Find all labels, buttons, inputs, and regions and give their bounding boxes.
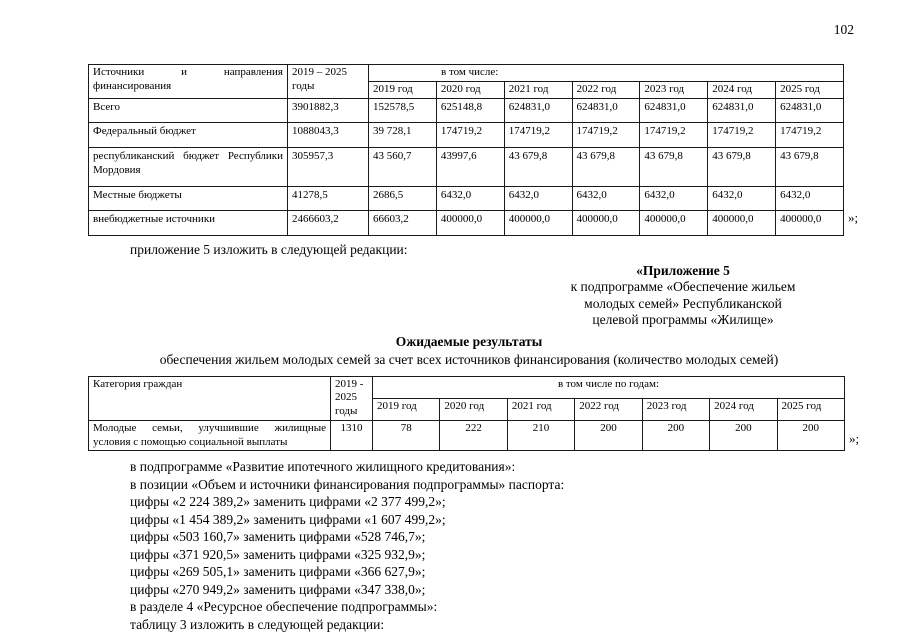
t1-group-header: в том числе: bbox=[369, 65, 844, 82]
results-table-wrapper bbox=[88, 376, 860, 452]
t2-col2-header: 2019 - 2025 годы bbox=[331, 376, 373, 420]
row-label: Федеральный бюджет bbox=[89, 123, 288, 148]
value-cell: 174719,2 bbox=[436, 123, 504, 148]
year-header: 2025 год bbox=[776, 81, 844, 98]
year-header: 2024 год bbox=[710, 398, 777, 420]
value-cell: 43 679,8 bbox=[708, 148, 776, 187]
paragraph-line: цифры «371 920,5» заменить цифрами «325 932,9»; bbox=[130, 546, 426, 562]
closing-quote-mark: »; bbox=[849, 431, 860, 447]
value-cell: 200 bbox=[710, 420, 777, 451]
value-cell: 2686,5 bbox=[369, 186, 437, 211]
table-row bbox=[89, 148, 844, 187]
value-cell: 174719,2 bbox=[776, 123, 844, 148]
year-header: 2023 год bbox=[642, 398, 709, 420]
value-cell: 78 bbox=[373, 420, 440, 451]
value-cell: 43 679,8 bbox=[776, 148, 844, 187]
table-row bbox=[89, 186, 844, 211]
row-total: 3901882,3 bbox=[288, 98, 369, 123]
value-cell: 6432,0 bbox=[504, 186, 572, 211]
t1-col1-header: Источники и направления финансирования bbox=[89, 65, 288, 99]
row-label: республиканский бюджет Республики Мордовия bbox=[89, 148, 288, 187]
value-cell: 624831,0 bbox=[776, 98, 844, 123]
value-cell: 200 bbox=[642, 420, 709, 451]
t1-col2-header: 2019 – 2025 годы bbox=[288, 65, 369, 99]
t2-col1-header: Категория граждан bbox=[89, 376, 331, 420]
value-cell: 6432,0 bbox=[572, 186, 640, 211]
value-cell: 400000,0 bbox=[640, 211, 708, 236]
financing-sources-table bbox=[88, 64, 844, 236]
year-header: 2021 год bbox=[504, 81, 572, 98]
expected-results-table bbox=[88, 376, 845, 452]
annex-heading-block bbox=[518, 263, 848, 329]
value-cell: 624831,0 bbox=[708, 98, 776, 123]
table-header-row bbox=[89, 376, 845, 398]
value-cell: 400000,0 bbox=[776, 211, 844, 236]
value-cell: 400000,0 bbox=[708, 211, 776, 236]
annex-line: к подпрограмме «Обеспечение жильем bbox=[570, 279, 796, 294]
value-cell: 200 bbox=[575, 420, 642, 451]
value-cell: 174719,2 bbox=[640, 123, 708, 148]
t2-group-header: в том числе по годам: bbox=[373, 376, 845, 398]
value-cell: 400000,0 bbox=[436, 211, 504, 236]
annex-title: «Приложение 5 bbox=[636, 262, 730, 278]
table-row bbox=[89, 420, 845, 451]
paragraph-line: цифры «270 949,2» заменить цифрами «347 338,0»; bbox=[130, 581, 426, 597]
paragraph-line: цифры «2 224 389,2» заменить цифрами «2 377 499,2»; bbox=[130, 494, 446, 510]
year-header: 2021 год bbox=[507, 398, 574, 420]
value-cell: 624831,0 bbox=[640, 98, 708, 123]
table-row bbox=[89, 98, 844, 123]
row-total: 1088043,3 bbox=[288, 123, 369, 148]
paragraph-line: цифры «503 160,7» заменить цифрами «528 746,7»; bbox=[130, 529, 426, 545]
year-header: 2019 год bbox=[373, 398, 440, 420]
value-cell: 6432,0 bbox=[708, 186, 776, 211]
table-row bbox=[89, 123, 844, 148]
year-header: 2022 год bbox=[575, 398, 642, 420]
row-label: внебюджетные источники bbox=[89, 211, 288, 236]
value-cell: 43997,6 bbox=[436, 148, 504, 187]
amendments-paragraphs bbox=[88, 458, 850, 633]
value-cell: 174719,2 bbox=[708, 123, 776, 148]
row-label: Молодые семьи, улучшившие жилищные условия с помощью социальной выплаты bbox=[89, 420, 331, 451]
value-cell: 210 bbox=[507, 420, 574, 451]
value-cell: 222 bbox=[440, 420, 507, 451]
value-cell: 625148,8 bbox=[436, 98, 504, 123]
value-cell: 624831,0 bbox=[572, 98, 640, 123]
value-cell: 43 679,8 bbox=[640, 148, 708, 187]
paragraph-line: в позиции «Объем и источники финансирования подпрограммы» паспорта: bbox=[130, 476, 565, 492]
row-total: 2466603,2 bbox=[288, 211, 369, 236]
value-cell: 66603,2 bbox=[369, 211, 437, 236]
value-cell: 174719,2 bbox=[572, 123, 640, 148]
value-cell: 6432,0 bbox=[776, 186, 844, 211]
year-header: 2025 год bbox=[777, 398, 844, 420]
value-cell: 624831,0 bbox=[504, 98, 572, 123]
row-total: 1310 bbox=[331, 420, 373, 451]
table-row bbox=[89, 211, 844, 236]
year-header: 2023 год bbox=[640, 81, 708, 98]
row-label: Местные бюджеты bbox=[89, 186, 288, 211]
row-total: 305957,3 bbox=[288, 148, 369, 187]
financing-table-wrapper bbox=[88, 64, 859, 236]
year-header: 2020 год bbox=[440, 398, 507, 420]
paragraph-line: цифры «269 505,1» заменить цифрами «366 627,9»; bbox=[130, 564, 426, 580]
row-total: 41278,5 bbox=[288, 186, 369, 211]
paragraph-line: цифры «1 454 389,2» заменить цифрами «1 607 499,2»; bbox=[130, 511, 446, 527]
row-label: Всего bbox=[89, 98, 288, 123]
paragraph-line: таблицу 3 изложить в следующей редакции: bbox=[130, 616, 385, 632]
results-title: Ожидаемые результаты bbox=[395, 333, 543, 349]
value-cell: 400000,0 bbox=[504, 211, 572, 236]
value-cell: 6432,0 bbox=[436, 186, 504, 211]
annex-line: целевой программы «Жилище» bbox=[592, 312, 774, 327]
value-cell: 400000,0 bbox=[572, 211, 640, 236]
year-header: 2020 год bbox=[436, 81, 504, 98]
paragraph-line: в разделе 4 «Ресурсное обеспечение подпрограммы»: bbox=[130, 599, 438, 615]
closing-quote-mark: »; bbox=[848, 210, 859, 225]
value-cell: 174719,2 bbox=[504, 123, 572, 148]
value-cell: 43 679,8 bbox=[572, 148, 640, 187]
value-cell: 6432,0 bbox=[640, 186, 708, 211]
value-cell: 43 560,7 bbox=[369, 148, 437, 187]
results-subtitle: обеспечения жильем молодых семей за счет всех источников финансирования (количество молодых семей) bbox=[159, 351, 779, 367]
value-cell: 152578,5 bbox=[369, 98, 437, 123]
value-cell: 200 bbox=[777, 420, 844, 451]
year-header: 2022 год bbox=[572, 81, 640, 98]
annex-line: молодых семей» Республиканской bbox=[584, 295, 782, 311]
year-header: 2019 год bbox=[369, 81, 437, 98]
document-content bbox=[88, 64, 860, 633]
page-number: 102 bbox=[833, 22, 854, 37]
paragraph-line: в подпрограмме «Развитие ипотечного жилищного кредитования»: bbox=[130, 459, 516, 475]
intro-line: приложение 5 изложить в следующей редакции: bbox=[130, 242, 408, 257]
value-cell: 39 728,1 bbox=[369, 123, 437, 148]
year-header: 2024 год bbox=[708, 81, 776, 98]
value-cell: 43 679,8 bbox=[504, 148, 572, 187]
table-header-row bbox=[89, 65, 844, 82]
